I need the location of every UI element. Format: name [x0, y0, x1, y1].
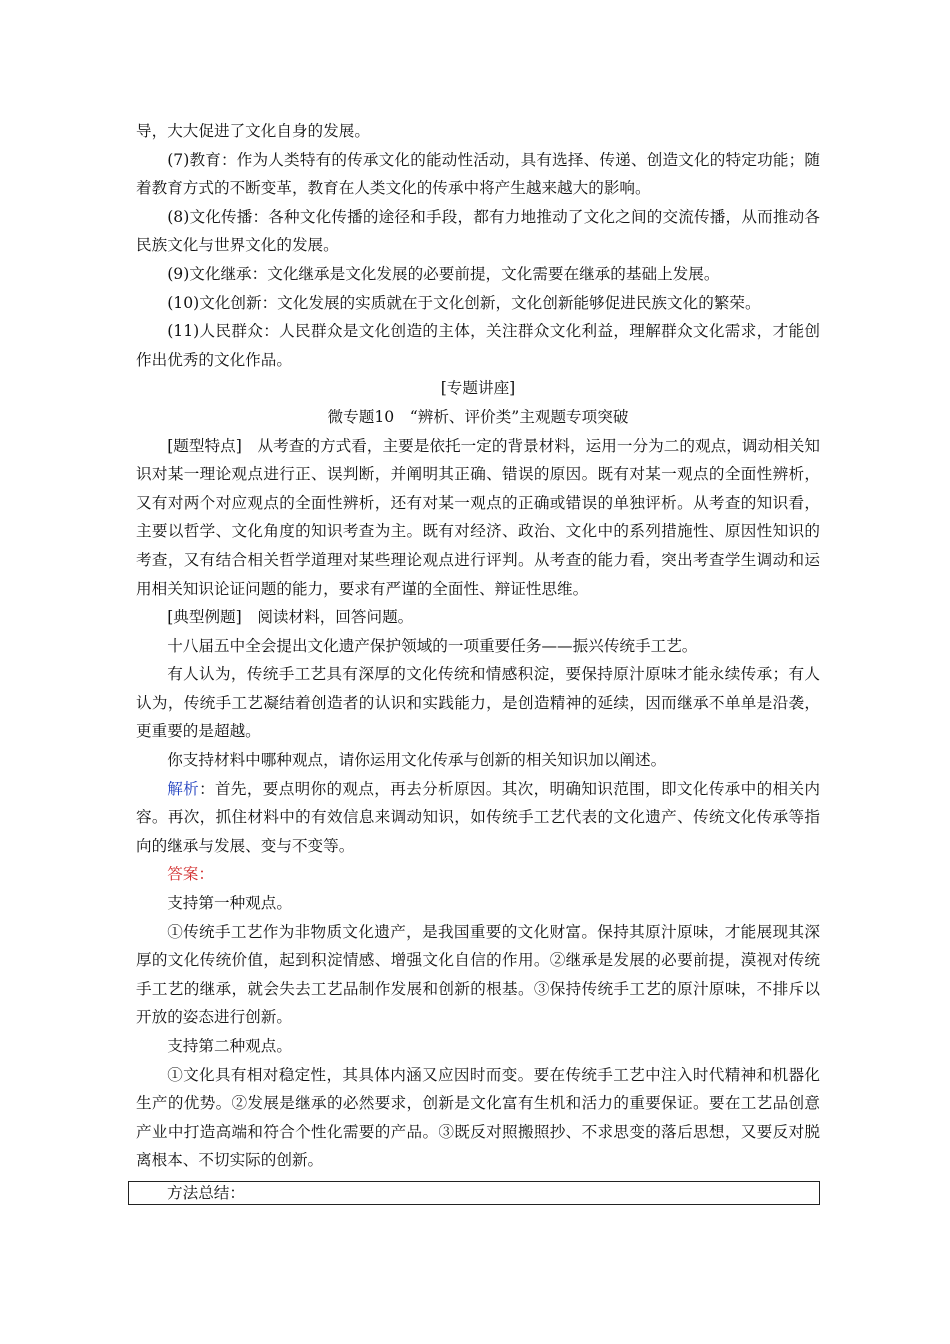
support-2-title: 支持第二种观点。	[167, 1037, 292, 1055]
question-features: [题型特点] 从考查的方式看，主要是依托一定的背景材料，运用一分为二的观点，调动相关知识对某一理论观点进行正、误判断，并阐明其正确、错误的原因。既有对某一观点的全面性辨析，又有对两个对应观点的全面性辨析，还有对某一观点的正确或错误的单独评析。从考查的知识看，主要以哲学、文化角度的知识考查为主。既有对经济、政治、文化中的系列措施性、原因性知识的考查，又有结合相关哲学道理对某些理论观点进行评判。从考查的能力看，突出考查学生调动和运用相关知识论证问题的能力，要求有严谨的全面性、辩证性思维。	[136, 436, 820, 598]
support-1-title: 支持第一种观点。	[167, 894, 292, 913]
material-1: 十八届五中全会提出文化遗产保护领域的一项重要任务——振兴传统手工艺。	[167, 636, 698, 655]
paragraph-culture-spread: (8)文化传播：各种文化传播的途径和手段，都有力地推动了文化之间的交流传播，从而推动各民族文化与世界文化的发展。	[136, 207, 820, 255]
method-summary-label: 方法总结：	[167, 1183, 245, 1202]
paragraph-culture-innovation: (10)文化创新：文化发展的实质就在于文化创新，文化创新能够促进民族文化的繁荣。	[167, 293, 761, 312]
question-text: 你支持材料中哪种观点，请你运用文化传承与创新的相关知识加以阐述。	[167, 751, 667, 770]
document-page	[136, 117, 820, 1205]
analysis-label: 解析	[167, 779, 200, 798]
paragraph-people: (11)人民群众：人民群众是文化创造的主体，关注群众文化利益，理解群众文化需求，才能创作出优秀的文化作品。	[136, 322, 820, 369]
method-summary-box	[128, 1181, 820, 1205]
support-1-text: ①传统手工艺作为非物质文化遗产，是我国重要的文化财富。保持其原汁原味，才能展现其深厚的文化传统价值，起到积淀情感、增强文化自信的作用。②继承是发展的必要前提，漠视对传统手工艺的继承，就会失去工艺品制作发展和创新的根基。③保持传统手工艺的原汁原味，不排斥以开放的姿态进行创新。	[136, 922, 820, 1027]
example-intro: [典型例题] 阅读材料，回答问题。	[167, 608, 414, 627]
paragraph-culture-inherit: (9)文化继承：文化继承是文化发展的必要前提，文化需要在继承的基础上发展。	[167, 264, 720, 283]
section-heading: [专题讲座]	[440, 379, 516, 398]
support-2-text: ①文化具有相对稳定性，其具体内涵又应因时而变。要在传统手工艺中注入时代精神和机器化生产的优势。②发展是继承的必然要求，创新是文化富有生机和活力的重要保证。要在工艺品创意产业中打造高端和符合个性化需要的产品。③既反对照搬照抄、不求思变的落后思想，又要反对脱离根本、不切实际的创新。	[136, 1065, 820, 1170]
topic-title: 微专题10 “辨析、评价类”主观题专项突破	[327, 407, 629, 426]
analysis-text: ：首先，要点明你的观点，再去分析原因。其次，明确知识范围，即文化传承中的相关内容。再次，抓住材料中的有效信息来调动知识，如传统手工艺代表的文化遗产、传统文化传承等指向的继承与发展、变与不变等。	[136, 779, 820, 855]
answer-label-line	[136, 860, 820, 889]
paragraph-continuation: 导，大大促进了文化自身的发展。	[136, 122, 370, 140]
answer-label: 答案：	[167, 865, 214, 884]
material-2: 有人认为，传统手工艺具有深厚的文化传统和情感积淀，要保持原汁原味才能永续传承；有人认为，传统手工艺凝结着创造者的认识和实践能力，是创造精神的延续，因而继承不单单是沿袭，更重要的是超越。	[136, 665, 820, 741]
analysis-paragraph	[136, 775, 820, 861]
paragraph-education: (7)教育：作为人类特有的传承文化的能动性活动，具有选择、传递、创造文化的特定功能；随着教育方式的不断变革，教育在人类文化的传承中将产生越来越大的影响。	[136, 150, 820, 198]
